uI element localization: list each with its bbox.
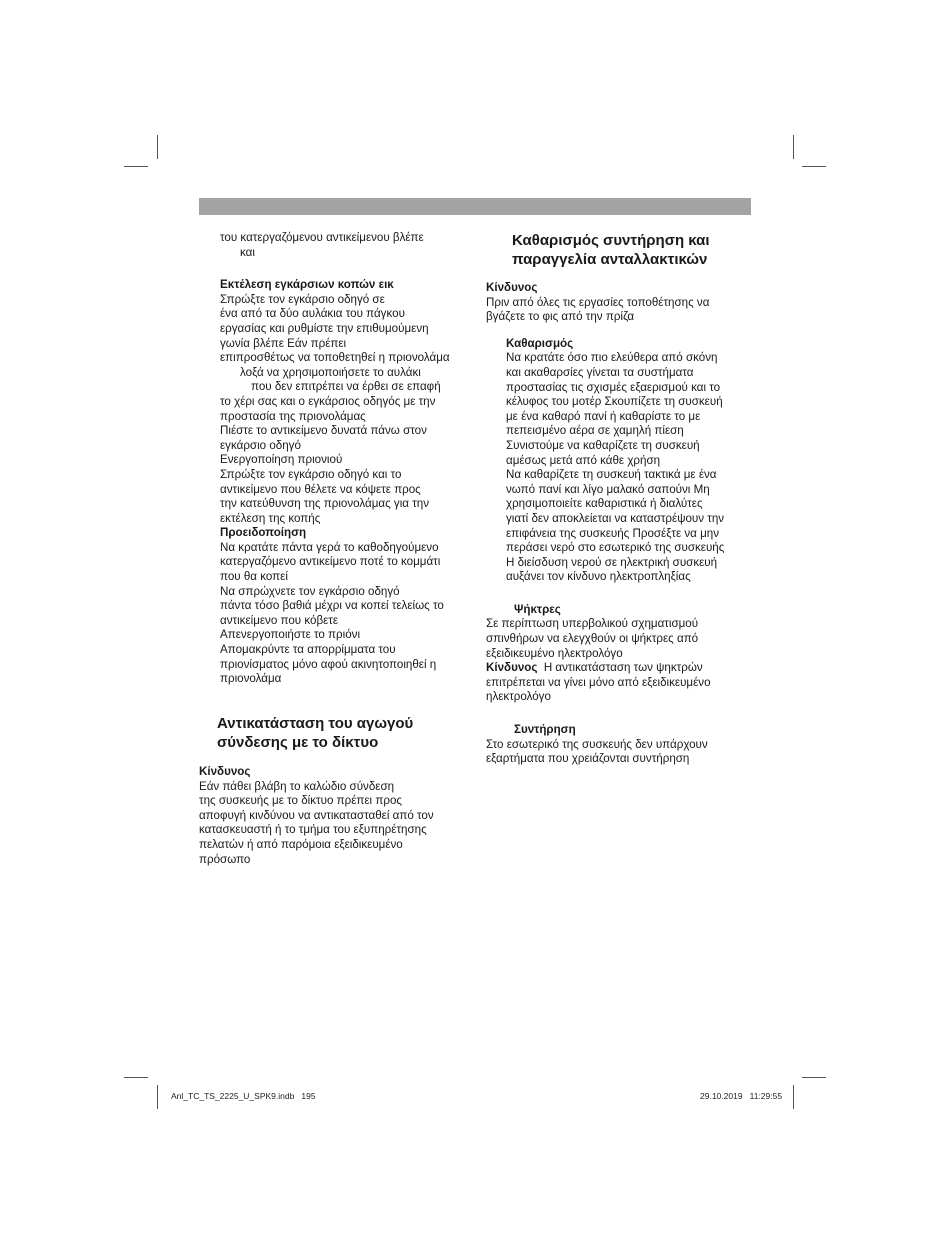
cleaning-heading: Καθαρισμός (506, 336, 574, 350)
crop-mark-top-right (793, 135, 794, 159)
text-line: Σπρώξτε τον εγκάρσιο οδηγό και το (220, 467, 402, 481)
text-line: πεπεισμένο αέρα σε χαμηλή πίεση (506, 424, 684, 438)
text-line: λοξά να χρησιμοποιήσετε το αυλάκι (240, 365, 421, 379)
text-line: Ενεργοποίηση πριονιού (220, 453, 343, 467)
crop-mark-bottom-right-h (802, 1077, 826, 1078)
text-line: Πριν από όλες τις εργασίες τοποθέτησης να (486, 295, 710, 309)
header-bar (199, 198, 751, 215)
text-line: ηλεκτρολόγο (486, 690, 551, 704)
warning-heading: Προειδοποίηση (220, 526, 307, 540)
text-line: εκτέλεση της κοπής (220, 511, 321, 525)
text-line: σπινθήρων να ελεγχθούν οι ψήκτρες από (486, 632, 699, 646)
footer-file-info: Anl_TC_TS_2225_U_SPK9.indb 195 (171, 1091, 316, 1101)
text-line: αντικείμενο που κόβετε (220, 613, 339, 627)
text-line: Να καθαρίζετε τη συσκευή τακτικά με ένα (506, 468, 717, 482)
intro-line: και (240, 245, 255, 259)
text-line: Συνιστούμε να καθαρίζετε τη συσκευή (506, 438, 700, 452)
intro-line: του κατεργαζόμενου αντικείμενου βλέπε (220, 231, 424, 244)
text-line: επιπροσθέτως να τοποθετηθεί η πριονολάμα (220, 351, 450, 365)
text-line: επιφάνεια της συσκευής Προσέξτε να μην (506, 526, 720, 540)
text-line: χρησιμοποιείτε καθαριστικά ή διαλύτες (506, 497, 703, 511)
text-line: αποφυγή κινδύνου να αντικατασταθεί από τον (199, 808, 434, 822)
text-line: αυξάνει τον κίνδυνο ηλεκτροπληξίας (506, 570, 691, 584)
text-line: πελατών ή από παρόμοια εξειδικευμένο (199, 837, 403, 851)
text-line: Σπρώξτε τον εγκάρσιο οδηγό σε (220, 292, 385, 306)
footer-timestamp: 29.10.2019 11:29:55 (700, 1091, 783, 1101)
text-line: με ένα καθαρό πανί ή καθαρίστε το με (506, 409, 701, 423)
crop-mark-bottom-left (157, 1085, 158, 1109)
text-line: Σε περίπτωση υπερβολικού σχηματισμού (486, 617, 699, 631)
crop-mark-bottom-right (793, 1085, 794, 1109)
danger-label: Κίνδυνος (486, 661, 538, 675)
text-line: κατασκευαστή ή το τμήμα του εξυπηρέτησης (199, 823, 427, 837)
brushes-heading: Ψήκτρες (514, 602, 561, 616)
text-line: περάσει νερό στο εσωτερικό της συσκευής (506, 541, 725, 555)
text-line: Πιέστε το αντικείμενο δυνατά πάνω στον (220, 424, 427, 438)
danger-label: Κίνδυνος (199, 765, 251, 778)
text-line: Να κρατάτε όσο πιο ελεύθερα από σκόνη (506, 351, 718, 365)
text-line: πριονολάμα (220, 672, 282, 686)
text-line: γωνία βλέπε Εάν πρέπει (220, 336, 347, 350)
text-line: Στο εσωτερικό της συσκευής δεν υπάρχουν (486, 737, 708, 751)
crop-mark-top-right-h (802, 166, 826, 167)
right-title (512, 231, 710, 269)
text-line: που δεν επιτρέπει να έρθει σε επαφή (251, 380, 441, 394)
text-line: ένα από τα δύο αυλάκια του πάγκου (220, 307, 405, 321)
text-line: προστασία της πριονολάμας (220, 409, 366, 423)
crop-mark-top-left (157, 135, 158, 159)
text-line: της συσκευής με το δίκτυο πρέπει προς (199, 794, 402, 808)
text-line: επιτρέπεται να γίνει μόνο από εξειδικευμένο (486, 675, 711, 689)
text-line: εξαρτήματα που χρειάζονται συντήρηση (486, 752, 690, 766)
text-line: νωπό πανί και λίγο μαλακό σαπούνι Μη (506, 482, 710, 496)
text-line: κέλυφος του μοτέρ Σκουπίζετε τη συσκευή (506, 395, 723, 409)
left-column (220, 231, 450, 687)
text-line: πριονίσματος μόνο αφού ακινητοποιηθεί η (220, 657, 437, 671)
brushes-danger-line (486, 661, 724, 676)
crop-mark-top-left-h (124, 166, 148, 167)
page-title: παραγγελία ανταλλακτικών (512, 251, 708, 268)
danger-text: Η αντικατάσταση των ψηκτρών (537, 661, 703, 675)
cable-section (217, 714, 413, 752)
crop-mark-bottom-left-h (124, 1077, 148, 1078)
cross-cuts-heading: Εκτέλεση εγκάρσιων κοπών εικ (220, 278, 394, 292)
cable-title: Αντικατάσταση του αγωγού (217, 715, 414, 732)
text-line: που θα κοπεί (220, 570, 288, 584)
text-line: Απομακρύντε τα απορρίμματα του (220, 643, 396, 657)
text-line: πρόσωπο (199, 852, 251, 866)
text-line: Να σπρώχνετε τον εγκάρσιο οδηγό (220, 584, 400, 598)
cable-title: σύνδεσης με το δίκτυο (217, 734, 379, 751)
text-line: πάντα τόσο βαθιά μέχρι να κοπεί τελείως το (220, 599, 444, 613)
text-line: προστασίας τις σχισμές εξαερισμού και το (506, 380, 721, 394)
text-line: Η διείσδυση νερού σε ηλεκτρική συσκευή (506, 555, 718, 569)
text-line: αντικείμενο που θέλετε να κόψετε προς (220, 482, 421, 496)
text-line: κατεργαζόμενο αντικείμενο ποτέ το κομμάτι (220, 555, 441, 569)
danger-label: Κίνδυνος (486, 281, 538, 294)
text-line: εργασίας και ρυθμίστε την επιθυμούμενη (220, 321, 429, 335)
text-line: εγκάρσιο οδηγό (220, 438, 301, 452)
text-line: εξειδικευμένο ηλεκτρολόγο (486, 646, 623, 660)
text-line: αμέσως μετά από κάθε χρήση (506, 453, 661, 467)
text-line: Να κρατάτε πάντα γερά το καθοδηγούμενο (220, 540, 439, 554)
right-column (486, 281, 724, 767)
text-line: και ακαθαρσίες γίνεται τα συστήματα (506, 365, 694, 379)
page-title: Καθαρισμός συντήρηση και (512, 232, 710, 249)
maintenance-heading: Συντήρηση (514, 723, 576, 737)
text-line: βγάζετε το φις από την πρίζα (486, 310, 635, 324)
text-line: Απενεργοποιήστε το πριόνι (220, 628, 361, 642)
text-line: γιατί δεν αποκλείεται να καταστρέψουν την (506, 511, 725, 525)
text-line: την κατεύθυνση της πριονολάμας για την (220, 497, 430, 511)
text-line: το χέρι σας και ο εγκάρσιος οδηγός με την (220, 394, 436, 408)
text-line: Εάν πάθει βλάβη το καλώδιο σύνδεση (199, 779, 395, 793)
cable-body (199, 765, 434, 867)
